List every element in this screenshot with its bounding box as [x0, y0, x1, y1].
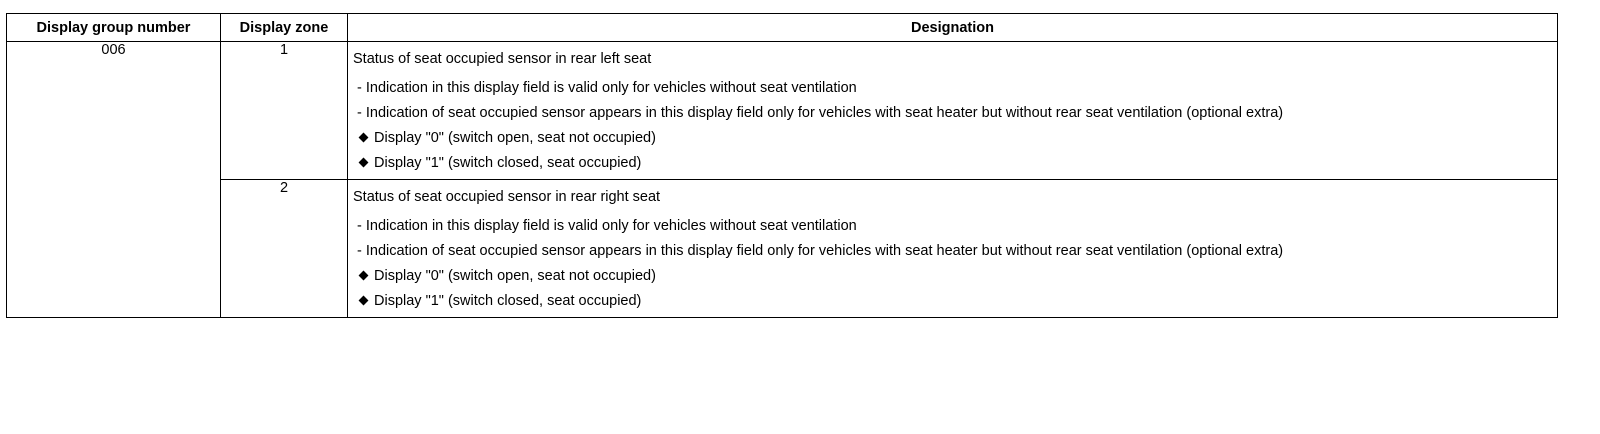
diamond-bullet-icon	[359, 296, 369, 306]
designation-note: - Indication in this display field is valid only for vehicles without seat ventilation	[357, 80, 857, 96]
diamond-bullet-icon	[359, 271, 369, 281]
designation-bullet-item	[348, 264, 1557, 289]
table-row	[7, 180, 1558, 318]
bullet-text: Display "1" (switch closed, seat occupied)	[374, 293, 642, 309]
table-header-row	[7, 14, 1558, 42]
table-row	[7, 42, 1558, 180]
designation-bullet-item	[348, 289, 1557, 314]
designation-note: - Indication of seat occupied sensor appears in this display field only for vehicles with seat heater but without rear seat ventilation (optional extra)	[357, 243, 1284, 259]
designation-bullet-item	[348, 151, 1557, 176]
header-display-zone: Display zone	[221, 14, 348, 42]
designation-cell	[348, 180, 1558, 318]
display-zone-cell: 1	[221, 42, 348, 180]
display-group-number-cell: 006	[7, 42, 221, 318]
designation-title: Status of seat occupied sensor in rear right seat	[353, 189, 661, 205]
diamond-bullet-icon	[359, 133, 369, 143]
designation-note: - Indication in this display field is valid only for vehicles without seat ventilation	[357, 218, 857, 234]
bullet-text: Display "0" (switch open, seat not occupied)	[374, 268, 656, 284]
bullet-text: Display "1" (switch closed, seat occupied)	[374, 155, 642, 171]
header-display-group-number: Display group number	[7, 14, 221, 42]
display-group-table	[6, 13, 1558, 318]
diamond-bullet-icon	[359, 158, 369, 168]
header-designation: Designation	[348, 14, 1558, 42]
designation-note: - Indication of seat occupied sensor appears in this display field only for vehicles with seat heater but without rear seat ventilation (optional extra)	[357, 105, 1284, 121]
display-zone-cell: 2	[221, 180, 348, 318]
designation-title: Status of seat occupied sensor in rear left seat	[353, 51, 652, 67]
designation-bullet-item	[348, 126, 1557, 151]
bullet-text: Display "0" (switch open, seat not occupied)	[374, 130, 656, 146]
designation-cell	[348, 42, 1558, 180]
